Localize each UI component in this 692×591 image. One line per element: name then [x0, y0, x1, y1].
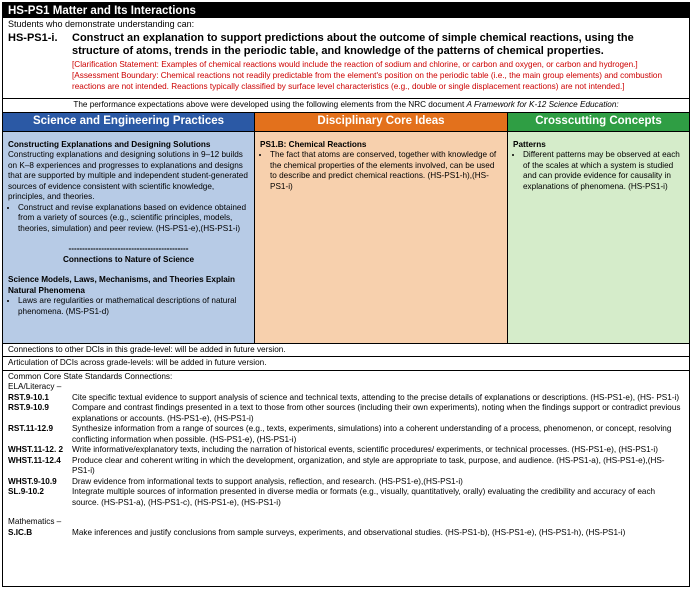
- standard-row: [8, 528, 684, 539]
- clarification-statement: [Clarification Statement: Examples of chemical reactions would include the reaction of sodium and chlorine, or carbon and oxygen, or carbon and hydrogen.] [Assessment Boundary: Chemical reactions not readily predictable from the element's position on the periodic table (i.e., the main group elements) and combustion reactions are not intended. Reactions typically classified by surface level characteristics (e.g., double or single displacement reactions) are not intended.]: [72, 60, 663, 91]
- page-title: HS-PS1 Matter and Its Interactions: [3, 3, 689, 18]
- articulation: Articulation of DCIs across grade-levels: will be added in future version.: [3, 357, 689, 371]
- standard-row: [8, 403, 684, 424]
- math-label: Mathematics –: [8, 517, 62, 527]
- connections-dcis: Connections to other DCIs in this grade-level: will be added in future version.: [3, 344, 689, 358]
- standard-text: Integrate multiple sources of information presented in diverse media or formats (e.g., visually, quantitatively, orally) evaluating the credibility and accuracy of each source. (HS-PS1-a), (HS-PS1-c), (HS-PS1-e), (HS-PS1-i): [72, 487, 656, 507]
- header-cc: Crosscutting Concepts: [508, 113, 689, 131]
- ela-list: [8, 393, 684, 509]
- performance-expectation: [3, 32, 689, 59]
- standard-row: [8, 445, 684, 456]
- students-intro: Students who demonstrate understanding can:: [8, 19, 195, 29]
- sep-heading: Constructing Explanations and Designing Solutions: [8, 139, 211, 149]
- sep-column: [3, 132, 255, 343]
- standard-text: Write informative/explanatory texts, including the narration of historical events, scientific procedures/ experiments, or technical processes. (HS-PS1-e), (HS-PS1-i): [72, 445, 658, 455]
- cc-bullet: • Different patterns may be observed at each of the scales at which a system is studied and can provide evidence for causality in explanations of phenomena. (HS-PS1-i): [523, 150, 684, 192]
- nature-of-science-connections: Connections to Nature of Science: [62, 254, 195, 264]
- standard-code: RST.9-10.1: [8, 392, 49, 402]
- dci-bullet: • The fact that atoms are conserved, together with knowledge of the chemical properties of the elements involved, can be used to describe and predict chemical reactions. (HS-PS1-h),(HS-PS1-i): [270, 150, 502, 192]
- performance-note-text: The performance expectations above were developed using the following elements from the NRC document: [73, 100, 467, 110]
- standard-text: Cite specific textual evidence to support analysis of science and technical texts, attending to the precise details of explanations or descriptions. (HS-PS1-e), (HS- PS1-i): [72, 392, 680, 402]
- pe-text: Construct an explanation to support predictions about the outcome of simple chemical reactions, using the structure of atoms, trends in the periodic table, and knowledge of the patterns of chemical properties.: [72, 31, 634, 57]
- performance-note: [3, 98, 689, 113]
- standard-text: Draw evidence from informational texts to support analysis, reflection, and research. (HS-PS1-e),(HS-PS1-i): [72, 476, 463, 486]
- standard-code: WHST.11-12. 2: [8, 445, 64, 455]
- standard-text: Produce clear and coherent writing in which the development, organization, and style are appropriate to task, purpose, and audience. (HS-PS1-a), (HS-PS1-e),(HS- PS1-i): [72, 455, 665, 476]
- sep-bullet: • Construct and revise explanations based on evidence obtained from a variety of sources (e.g., scientific principles, models, theories, simulation) and peer review. (HS-PS1-e),(HS-PS1-i): [18, 203, 249, 235]
- column-headers: [3, 113, 689, 132]
- standard-text: Compare and contrast findings presented in a text to those from other sources (including their own experiments), noting when the findings support or contradict previous explanations or accounts. (HS-PS1-e), (HS-PS1-i): [72, 403, 681, 423]
- standard-code: WHST.11-12.4: [8, 455, 61, 465]
- standard-row: [8, 424, 684, 445]
- sep-bullet-2: • Laws are regularities or mathematical descriptions of natural phenomena. (MS-PS1-d): [18, 296, 249, 317]
- cc-heading: Patterns: [513, 139, 546, 149]
- ccss-heading: Common Core State Standards Connections:: [8, 371, 173, 381]
- framework-doc-title: A Framework for K-12 Science Education:: [466, 100, 619, 110]
- standard-text: Make inferences and justify conclusions from sample surveys, experiments, and observational studies. (HS-PS1-b), (HS-PS1-e), (HS-PS1-h), (HS-PS1-i): [72, 527, 626, 537]
- standard-row: [8, 477, 684, 488]
- standard-row: [8, 393, 684, 404]
- dci-heading: PS1.B: Chemical Reactions: [260, 139, 367, 149]
- standard-row: [8, 487, 684, 508]
- standard-code: SL.9-10.2: [8, 487, 44, 497]
- ela-label: ELA/Literacy –: [8, 382, 62, 392]
- sep-heading-2: Science Models, Laws, Mechanisms, and Theories Explain Natural Phenomena: [8, 275, 236, 295]
- standard-code: WHST.9-10.9: [8, 476, 57, 486]
- standards-page: [2, 2, 690, 587]
- ccss-connections: [3, 371, 689, 540]
- standard-code: RST.11-12.9: [8, 424, 54, 434]
- standard-code: RST.9-10.9: [8, 403, 49, 413]
- standard-row: [8, 456, 684, 477]
- standard-text: Synthesize information from a range of sources (e.g., texts, experiments, simulations) into a coherent understanding of a process, phenomenon, or concept, resolving conflicting information when possible. (HS-PS1-e), (HS-PS1-i): [72, 424, 672, 444]
- math-list: [8, 528, 684, 539]
- dci-column: [255, 132, 508, 343]
- header-dci: Disciplinary Core Ideas: [255, 113, 508, 131]
- header-sep: Science and Engineering Practices: [3, 113, 255, 131]
- cc-column: [508, 132, 689, 343]
- sep-divider: --------------------------------------------: [68, 244, 189, 254]
- foundation-columns: [3, 132, 689, 344]
- sep-intro: Constructing explanations and designing solutions in 9–12 builds on K–8 experiences and progresses to explanations and designs that are supported by multiple and independent student-generated sources of evidence consistent with scientific knowledge, principles, and theories.: [8, 150, 248, 202]
- standard-code: S.IC.B: [8, 527, 33, 537]
- pe-code: HS-PS1-i.: [8, 31, 58, 44]
